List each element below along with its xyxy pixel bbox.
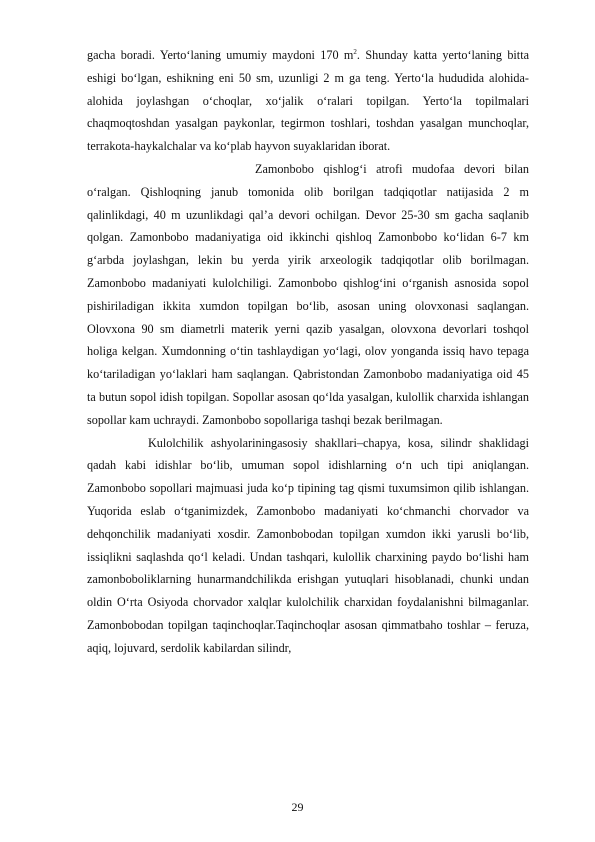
page-number: 29 bbox=[291, 800, 304, 814]
paragraph-1-text: gacha boradi. Yerto‘laning umumiy maydoni 170 m bbox=[87, 48, 354, 62]
paragraph-1 bbox=[87, 44, 529, 158]
paragraph-2: Zamonbobo qishlog‘i atrofi mudofaa devori bilan o‘ralgan. Qishloqning janub tomonida olib borilgan tadqiqotlar natijasida 2 m qalinlikdagi, 40 m uzunlikdagi qal’a devori ochilgan. Devor 25-30 sm gacha saqlanib qolgan. Zamonbobo madaniyatiga oid ikkinchi qishloq Zamonbobo ko‘lidan 6-7 km g‘arbda joylashgan, lekin bu yerda yirik arxeologik tadqiqotlar olib borilmagan. Zamonbobo madaniyati kulolchiligi. Zamonbobo qishlog‘ini o‘rganish asnosida sopol pishiriladigan ikkita xumdon topilgan bo‘lib, asosan uning olovxonasi saqlangan. Olovxona 90 sm diametrli materik yerni qazib yasalgan, olovxona devorlari toshqol holiga kelgan. Xumdonning o‘tin tashlaydigan yo‘lagi, olov yonganda issiq havo tepaga ko‘tariladigan yo‘laklari ham saqlangan. Qabristondan Zamonbobo madaniyatiga oid 45 ta butun sopol idish topilgan. Sopollar asosan qo‘lda yasalgan, kulollik charxida ishlangan sopollar kam uchraydi. Zamonbobo sopollariga tashqi bezak berilmagan. bbox=[87, 161, 529, 427]
document-page bbox=[87, 44, 529, 660]
paragraph-3: Kulolchilik ashyolariningasosiy shakllari–chapya, kosa, silindr shaklidagi qadah kabi idishlar bo‘lib, umuman sopol idishlarning o‘n uch tipi aniqlangan. Zamonbobo sopollari majmuasi juda ko‘p tipining tag qismi tuxumsimon qilib ishlangan. Yuqorida eslab o‘tganimizdek, Zamonbobo madaniyati ko‘chmanchi chorvador va dehqonchilik madaniyati xosdir. Zamonbobodan topilgan xumdon ikki yarusli bo‘lib, issiqlikni saqlashda qo‘l keladi. Undan tashqari, kulollik charxining paydo bo‘lishi ham zamonboboliklarning hunarmandchilikda erishgan yutuqlari hisoblanadi, chunki undan oldin O‘rta Osiyoda chorvador xalqlar kulolchilik charxidan foydalanishni bilmaganlar. Zamonbobodan topilgan taqinchoqlar.Taqinchoqlar asosan qimmatbaho toshlar – feruza, aqiq, lojuvard, serdolik kabilardan silindr, bbox=[87, 435, 529, 655]
superscript-2: 2 bbox=[353, 47, 357, 56]
paragraph-1-text-rest: . Shunday katta yerto‘laning bitta eshigi bo‘lgan, eshikning eni 50 sm, uzunligi 2 m ga teng. Yerto‘la hududida alohida-alohida joylashgan o‘choqlar, xo‘jalik o‘ralari topilgan. Yerto‘la topilmalari chaqmoqtoshdan yasalgan paykonlar, tegirmon toshlari, toshdan yasalgan munchoqlar, terrakota-haykalchalar va ko‘plab hayvon suyaklaridan iborat. bbox=[87, 48, 529, 154]
